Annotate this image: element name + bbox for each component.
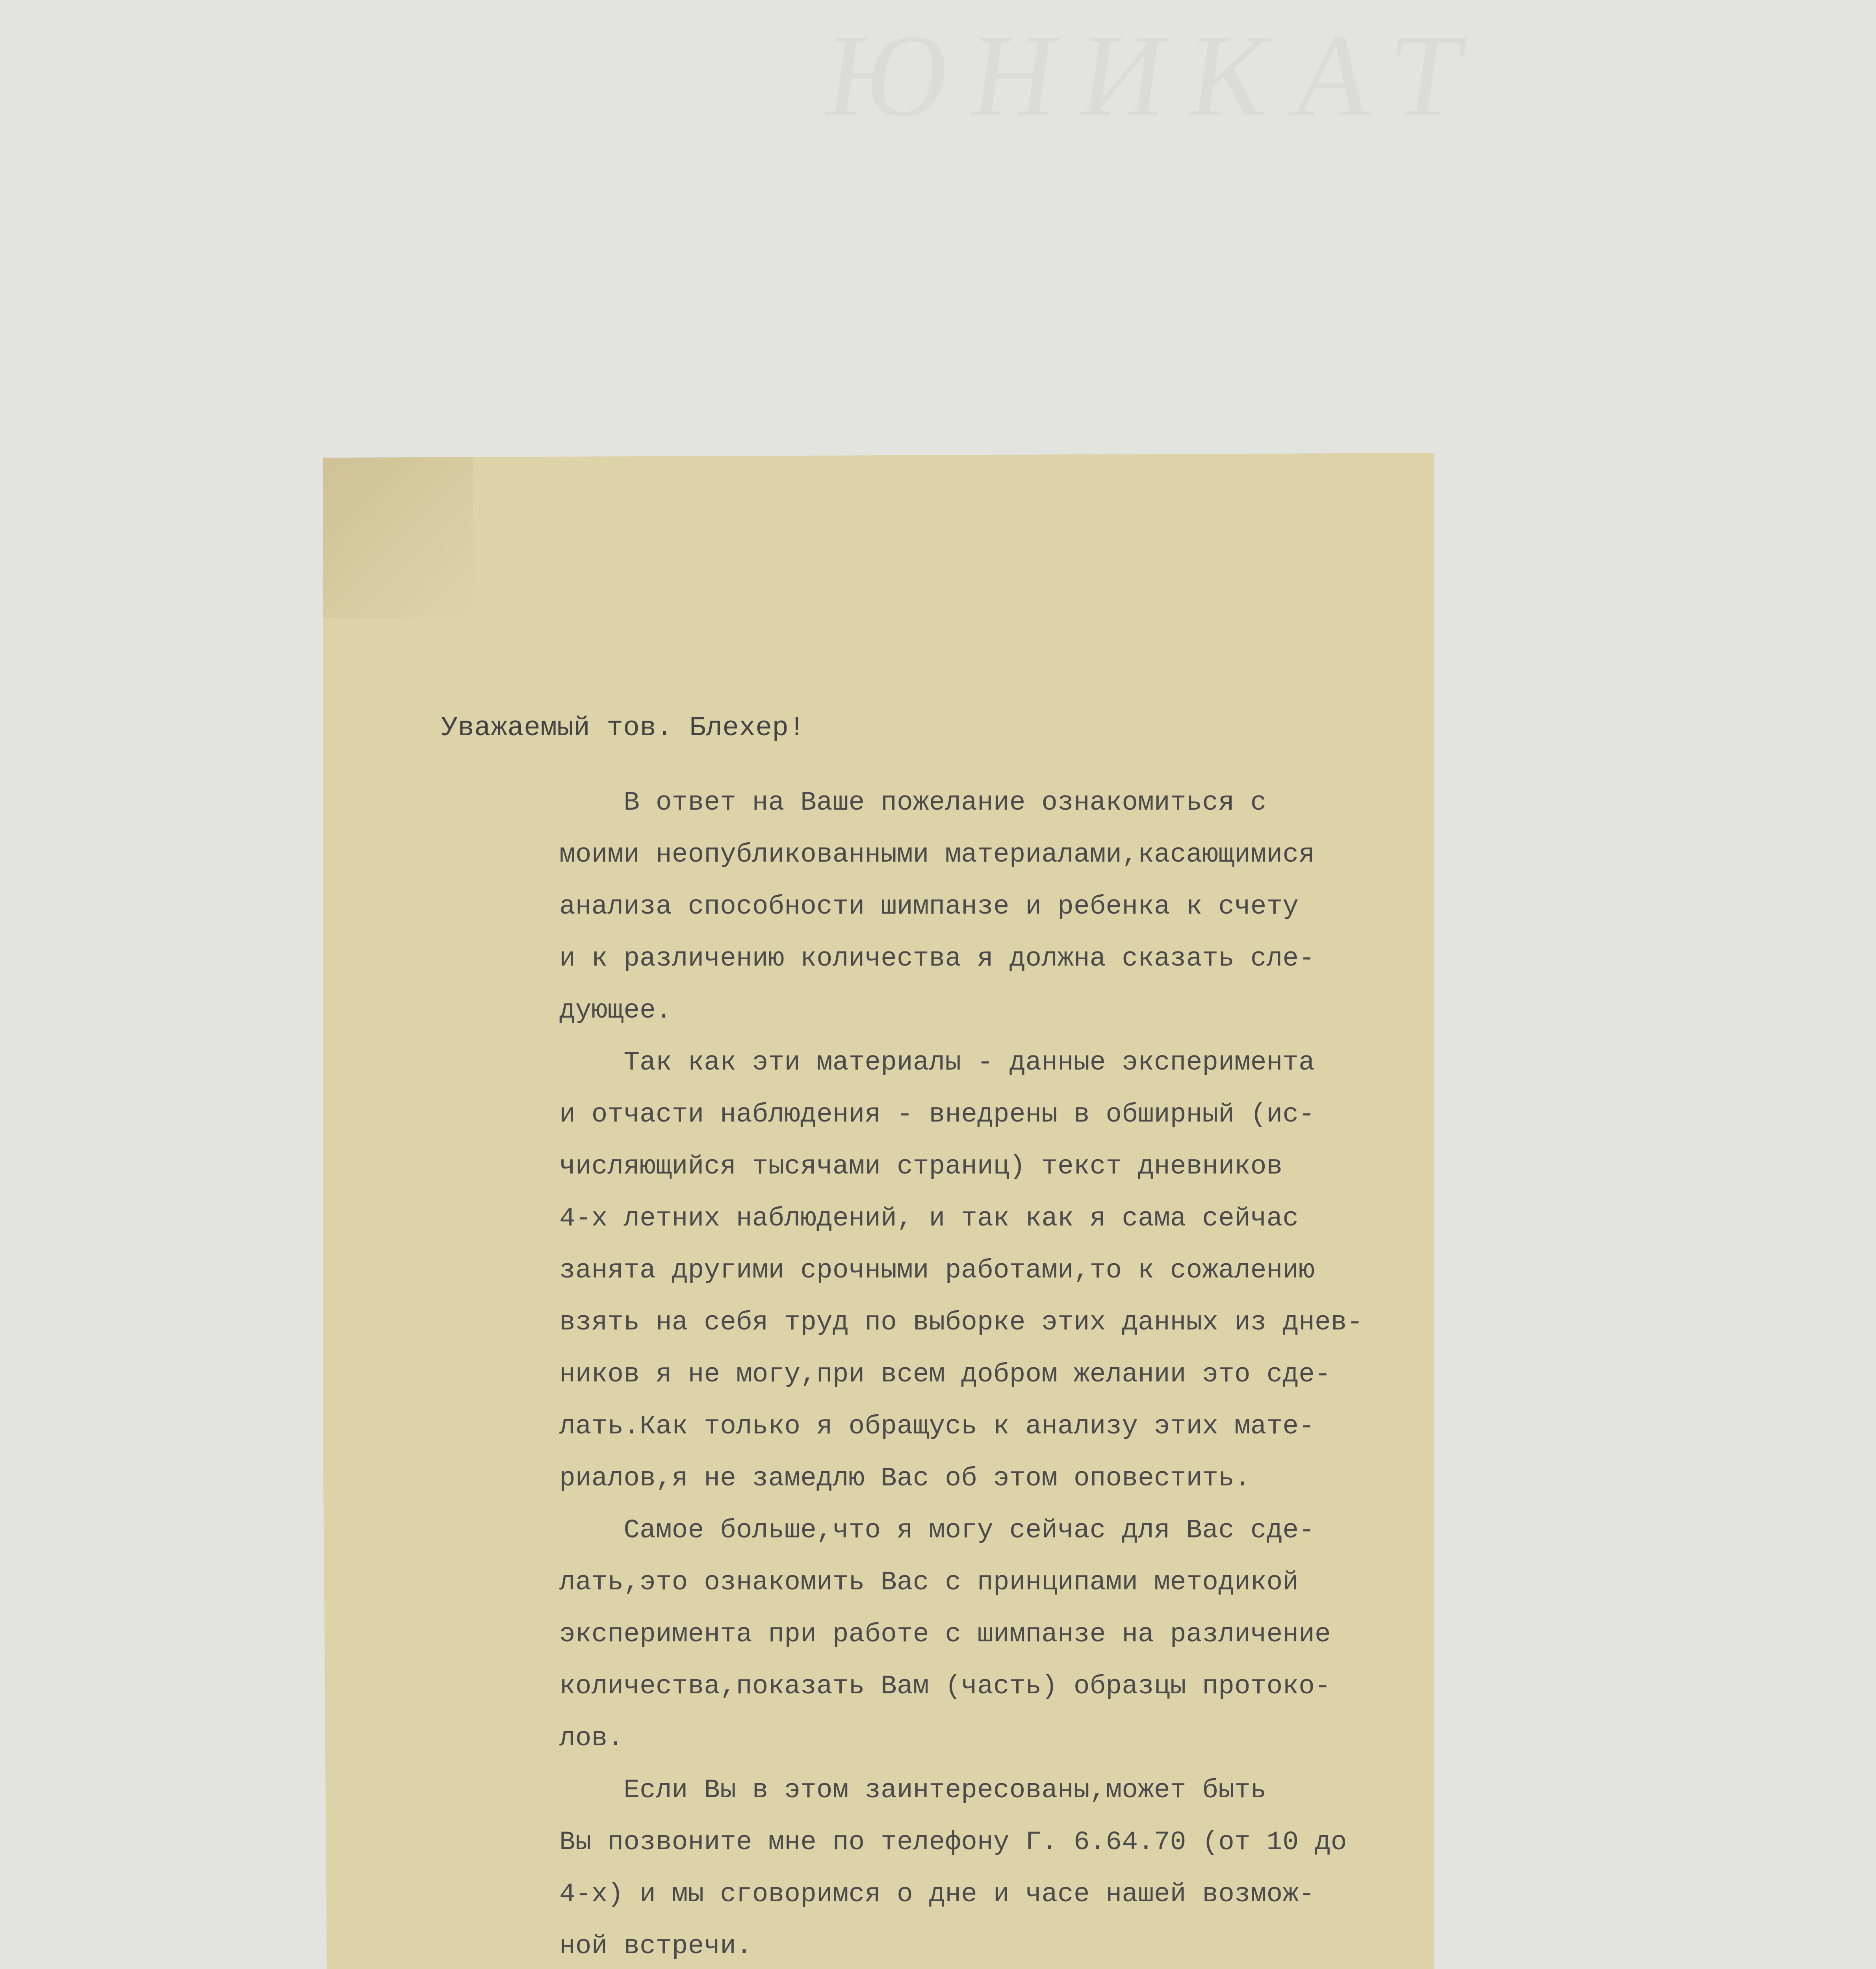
letter-line: количества,показать Вам (часть) образцы протоко- — [559, 1671, 1331, 1702]
letter-line: ной встречи. — [559, 1931, 752, 1962]
watermark: ЮНИКАТ — [818, 10, 1496, 141]
letter-line: занята другими срочными работами,то к сожалению — [559, 1255, 1315, 1286]
letter-line: анализа способности шимпанзе и ребенка к счету — [559, 892, 1299, 922]
letter-line: моими неопубликованными материалами,касающимися — [559, 840, 1315, 870]
letter-line: 4-х летних наблюдений, и так как я сама сейчас — [559, 1203, 1299, 1234]
letter-line: 4-х) и мы сговоримся о дне и часе нашей возмож- — [559, 1879, 1315, 1910]
letter-line: и к различению количества я должна сказать сле- — [559, 944, 1315, 974]
letter-line: лать.Как только я обращусь к анализу этих мате- — [559, 1411, 1315, 1442]
letter-line: Самое больше,что я могу сейчас для Вас сде- — [559, 1515, 1315, 1546]
letter-line: лов. — [559, 1723, 624, 1754]
letter-line: взять на себя труд по выборке этих данных из днев- — [559, 1307, 1363, 1338]
letter-line: дующее. — [559, 996, 672, 1026]
letter-line: и отчасти наблюдения - внедрены в обширный (ис- — [559, 1099, 1315, 1130]
letter-line: риалов,я не замедлю Вас об этом оповестить. — [559, 1463, 1251, 1494]
salutation: Уважаемый тов. Блехер! — [441, 713, 805, 744]
letter-line: В ответ на Ваше пожелание ознакомиться с — [559, 788, 1267, 818]
letter-line: ников я не могу,при всем добром желании это сде- — [559, 1359, 1331, 1390]
letter-line: Так как эти материалы - данные эксперимента — [559, 1048, 1315, 1078]
letter-line: Вы позвоните мне по телефону Г. 6.64.70 (от 10 до — [559, 1827, 1347, 1858]
letter-line: лать,это ознакомить Вас с принципами методикой — [559, 1567, 1299, 1598]
letter-line: эксперимента при работе с шимпанзе на различение — [559, 1619, 1331, 1650]
letter-line: числяющийся тысячами страниц) текст дневников — [559, 1151, 1283, 1182]
letter-line: Если Вы в этом заинтересованы,может быть — [559, 1775, 1267, 1806]
